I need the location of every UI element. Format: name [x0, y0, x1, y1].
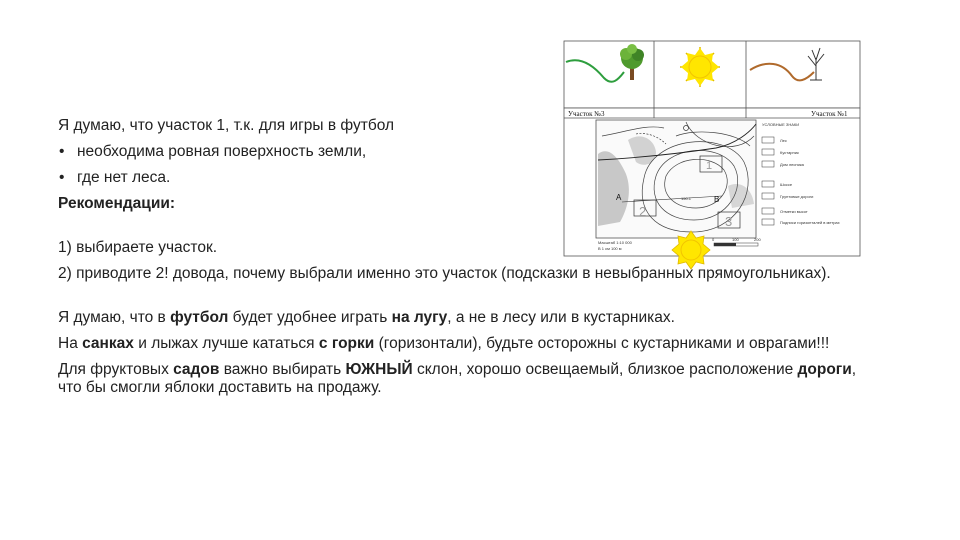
step-1: 1) выбираете участок.	[58, 239, 218, 256]
text-run-bold: садов	[173, 361, 220, 378]
plot1-label: Участок №1	[811, 110, 848, 118]
paragraph-football	[58, 309, 878, 327]
scale-subtext: В 1 см 100 м	[598, 246, 622, 251]
step-2: 2) приводите 2! довода, почему выбрали именно это участок (подсказки в невыбранных прямоугольниках).	[58, 265, 831, 282]
legend-contour-labels: Подписи горизонталей в метрах	[780, 220, 840, 225]
bullet-1: • необходима ровная поверхность земли,	[58, 143, 878, 161]
text-run-bold: на лугу	[391, 309, 448, 326]
intro-line: Я думаю, что участок 1, т.к. для игры в футбол	[58, 117, 395, 134]
paragraph-orchards	[58, 361, 878, 397]
text-run: Я думаю, что в	[58, 309, 171, 326]
area-number-1: 1	[706, 160, 713, 172]
text-run: На	[58, 335, 83, 352]
text-run-bold: ЮЖНЫЙ	[345, 361, 413, 378]
text-run: будет удобнее играть	[228, 309, 392, 326]
scale-text: Масштаб 1:10 000	[598, 240, 632, 245]
plot3-label: Участок №3	[568, 110, 605, 118]
text-run: (горизонтали), будьте осторожны с кустарниками и оврагами!!!	[374, 335, 830, 352]
text-run: Для фруктовых	[58, 361, 174, 378]
legend-dirt-road: Грунтовые дороги	[780, 194, 814, 199]
main-text	[58, 117, 878, 405]
text-run: и лыжах лучше кататься	[133, 335, 319, 352]
text-run-bold: санках	[82, 335, 134, 352]
legend-shrub: Кустарник	[780, 150, 799, 155]
point-a: А	[616, 193, 622, 202]
text-run: , а не в лесу или в кустарниках.	[447, 309, 675, 326]
legend-highway: Шоссе	[780, 182, 793, 187]
legend-title: УСЛОВНЫЕ ЗНАКИ	[762, 122, 800, 127]
point-b: В	[714, 195, 720, 204]
scale-tick-100: 100	[732, 237, 739, 242]
bullet-2: • где нет леса.	[58, 169, 878, 187]
scale-tick-0: 0	[712, 237, 715, 242]
text-run: склон, хорошо освещаемый, близкое расположение	[412, 361, 798, 378]
recommendations-title: Рекомендации:	[58, 195, 176, 212]
sun-icon	[680, 47, 720, 87]
legend-house: Дом лесника	[780, 162, 804, 167]
text-run: важно выбирать	[219, 361, 346, 378]
text-run-bold: с горки	[318, 335, 375, 352]
text-run: , что бы смогли яблоки доставить на продажу.	[58, 361, 857, 396]
paragraph-sledding	[58, 335, 878, 353]
area-number-3: 3	[725, 214, 733, 229]
legend-elevation: Отметки высот	[780, 209, 808, 214]
scale-tick-200: 200	[754, 237, 761, 242]
legend-forest: Лес	[780, 138, 787, 143]
text-run-bold: дороги	[797, 361, 852, 378]
elevation-mark: 150.1	[681, 196, 692, 201]
area-number-2: 2	[639, 204, 647, 219]
text-run-bold: футбол	[170, 309, 229, 326]
